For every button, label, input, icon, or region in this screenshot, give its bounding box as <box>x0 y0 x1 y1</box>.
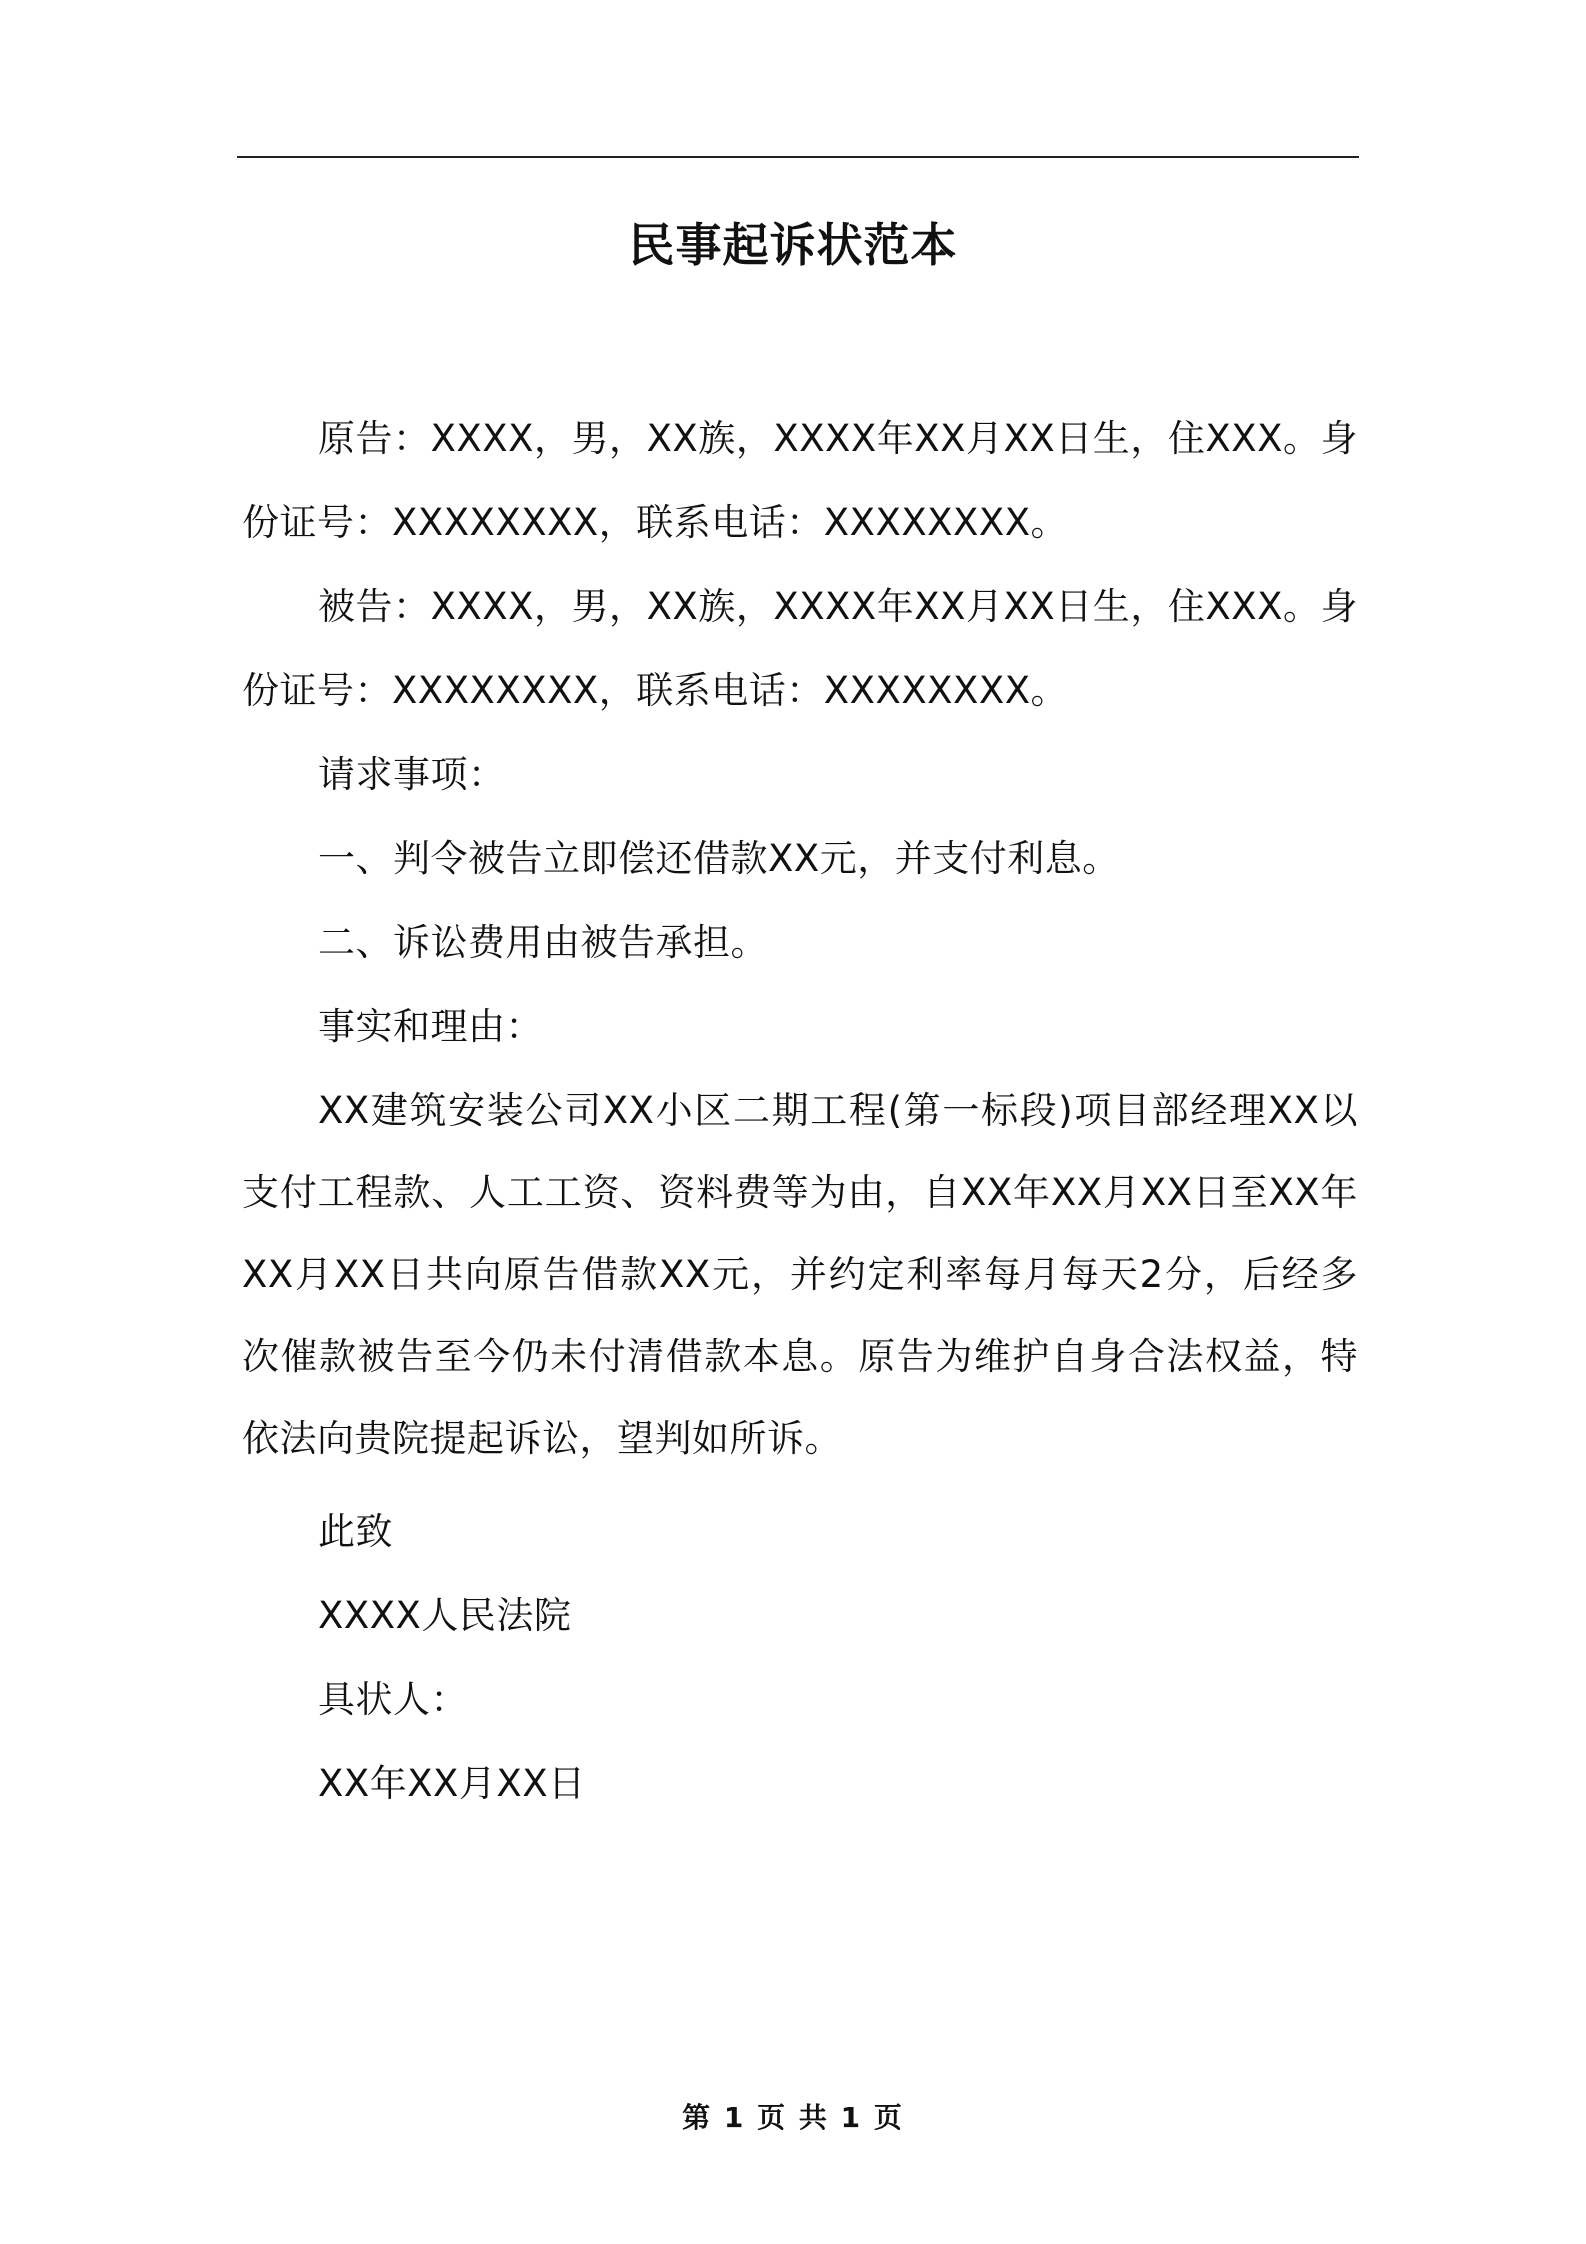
document-date: XX年XX月XX日 <box>318 1762 586 1805</box>
facts-body: XX建筑安装公司XX小区二期工程(第一标段)项目部经理XX以支付工程款、人工工资、资料费等为由，自XX年XX月XX日至XX年XX月XX日共向原告借款XX元，并约定利率每月每天2分，后经多次催款被告至今仍未付清借款本息。原告为维护自身合法权益，特依法向贵院提起诉讼，望判如所诉。 <box>242 1089 1358 1460</box>
court-name: XXXX人民法院 <box>318 1594 572 1637</box>
closing-section <box>242 1490 1358 1826</box>
facts-section <box>242 1070 1358 1480</box>
requests-heading: 请求事项： <box>318 753 506 796</box>
facts-heading: 事实和理由： <box>318 1005 543 1048</box>
parties-section <box>242 397 1358 733</box>
defendant-paragraph: 被告：XXXX，男，XX族，XXXX年XX月XX日生，住XXX。身份证号：XXXXXXXX，联系电话：XXXXXXXX。 <box>242 585 1358 712</box>
requests-section <box>242 733 1358 1069</box>
closing-salutation: 此致 <box>318 1510 393 1553</box>
plaintiff-paragraph: 原告：XXXX，男，XX族，XXXX年XX月XX日生，住XXX。身份证号：XXXXXXXX，联系电话：XXXXXXXX。 <box>242 417 1358 544</box>
header-rule <box>237 156 1359 158</box>
page-indicator: 第 1 页 共 1 页 <box>682 2101 904 2134</box>
request-item-1: 一、判令被告立即偿还借款XX元，并支付利息。 <box>318 837 1120 880</box>
request-item-2: 二、诉讼费用由被告承担。 <box>318 921 768 964</box>
document-title: 民事起诉状范本 <box>628 218 958 272</box>
signatory-label: 具状人： <box>318 1678 468 1721</box>
